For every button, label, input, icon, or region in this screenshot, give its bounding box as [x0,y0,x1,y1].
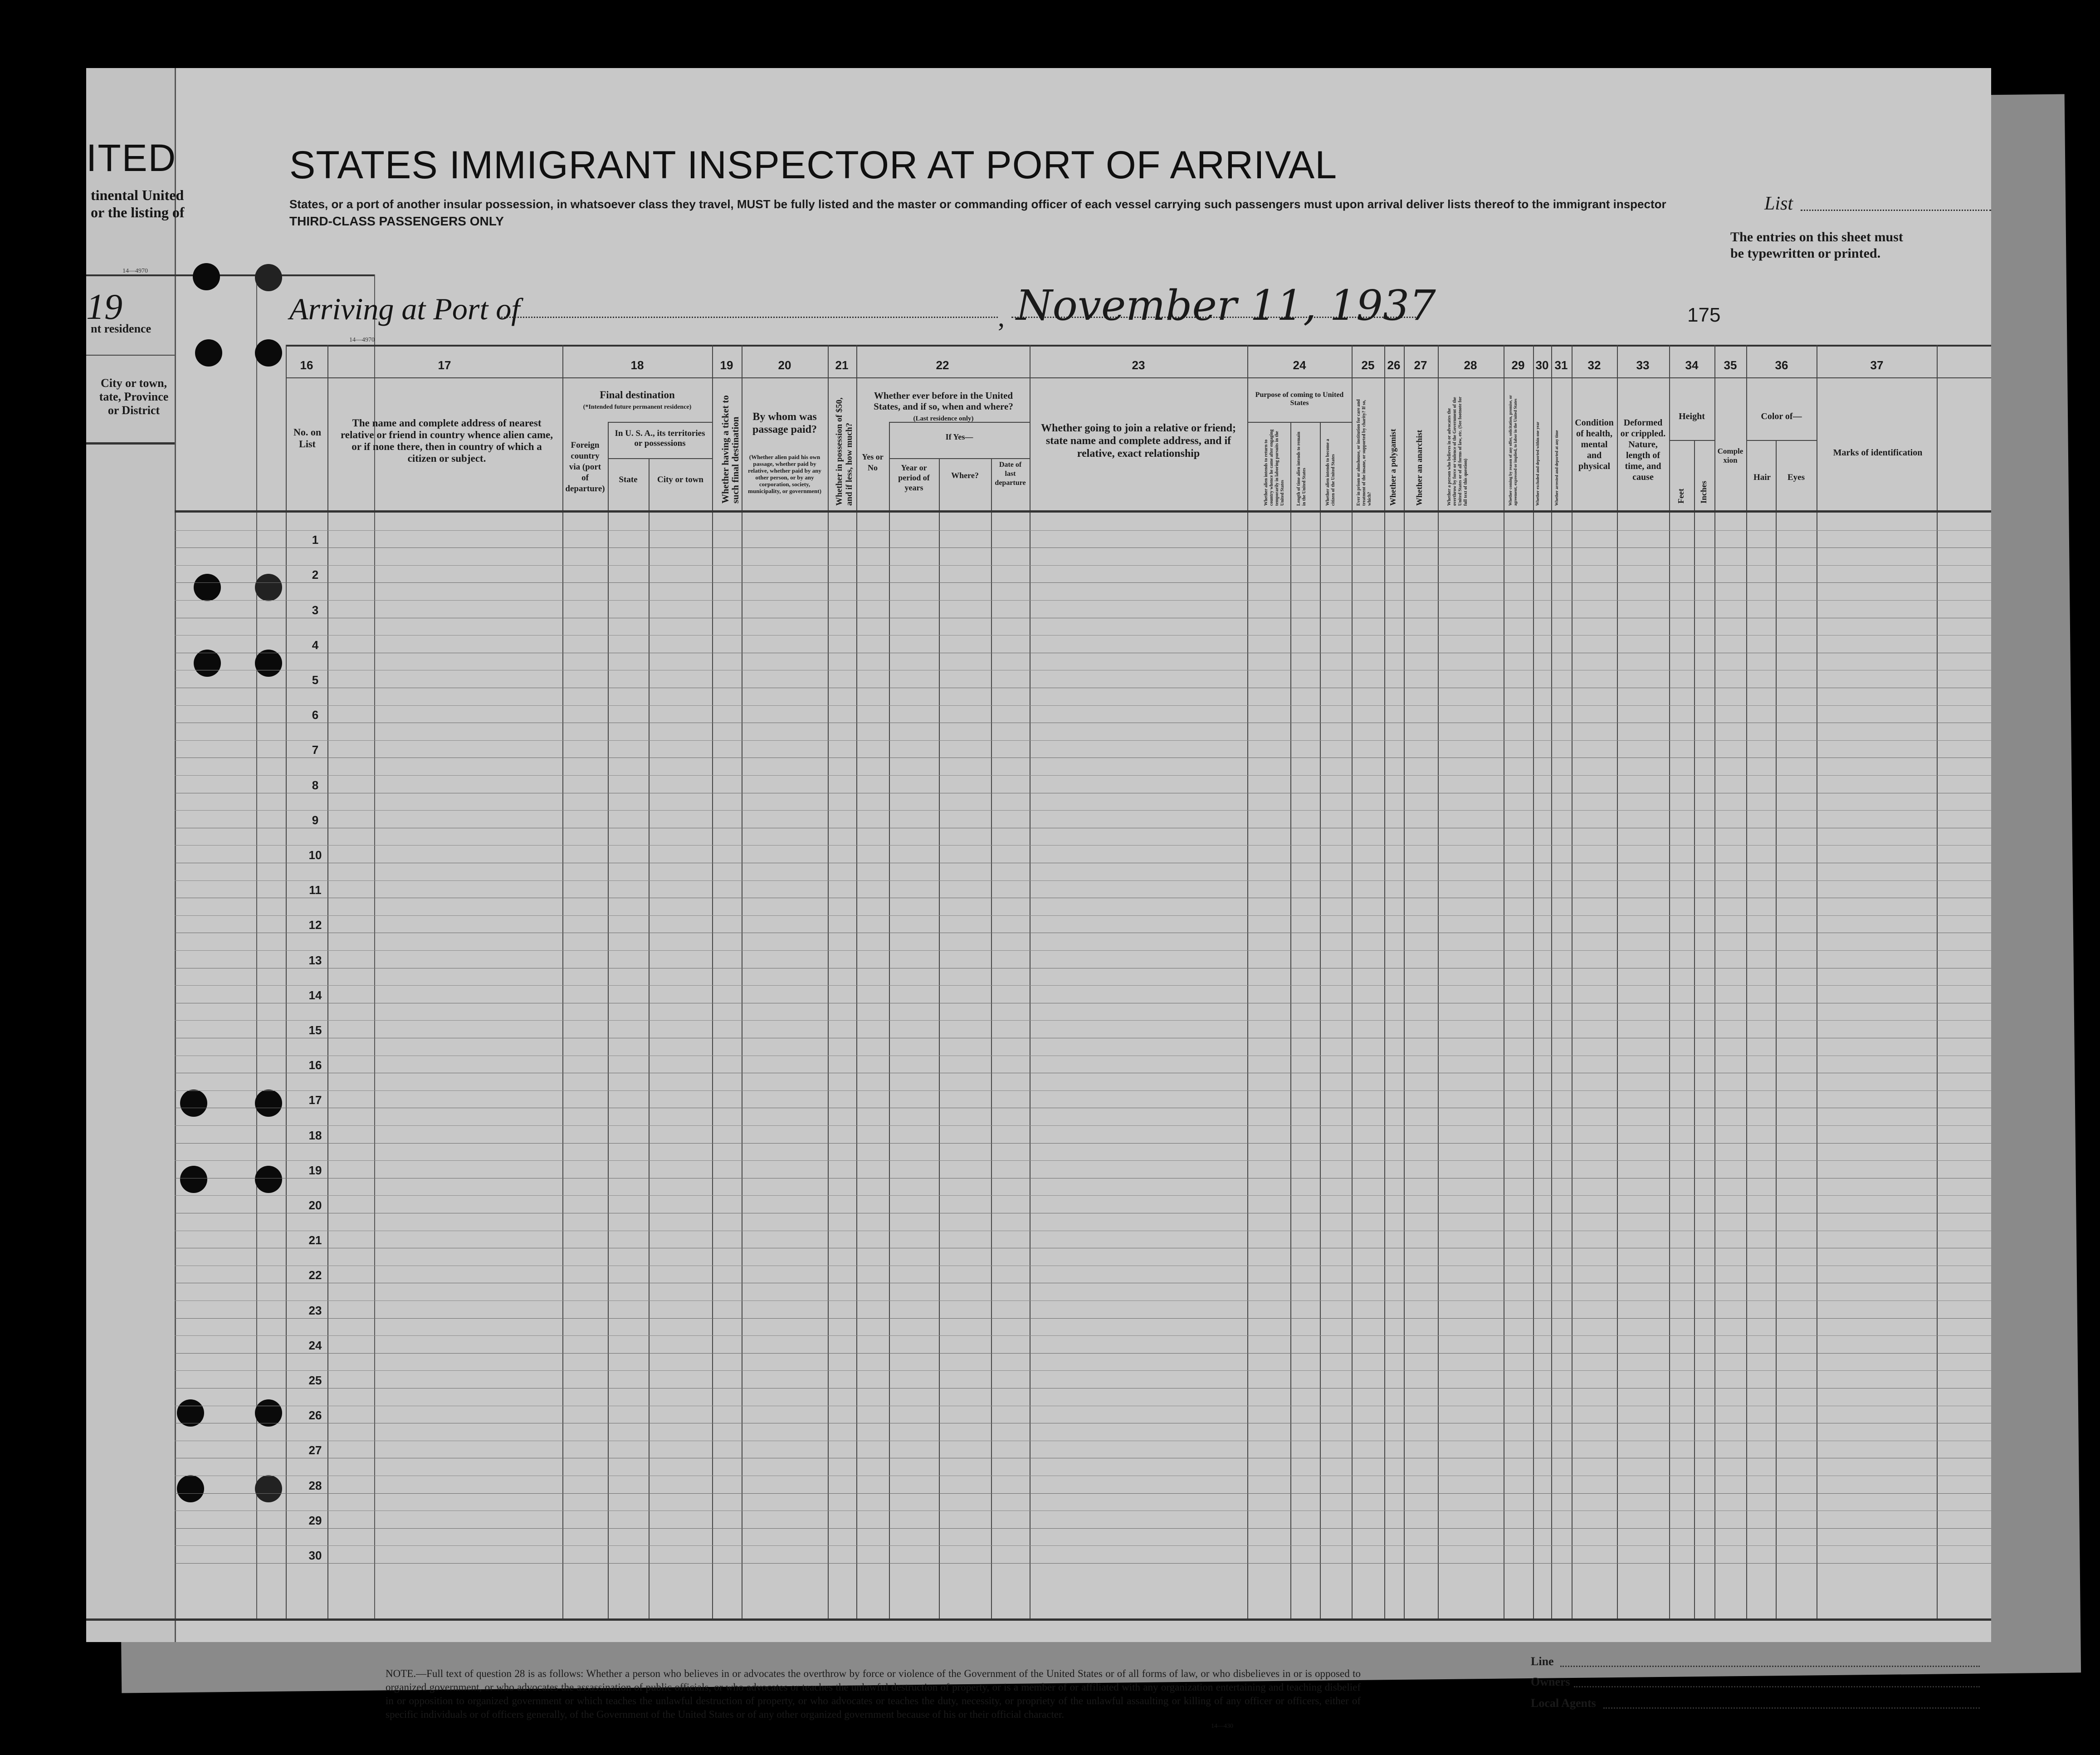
binding-hole [255,264,282,291]
list-blank-line [1801,210,1991,211]
binding-hole [193,263,220,290]
row-number: 24 [308,1338,322,1352]
column-number: 21 [835,358,849,372]
row-half-rule [175,880,1991,881]
col-22-last-departure: Date of last departure [995,461,1026,487]
col-22-yes-no: Yes or No [862,452,884,472]
grid-line [1776,440,1777,1618]
col-34-feet: Feet [1676,489,1685,504]
row-half-rule [175,530,1991,531]
col-18-state: State [619,475,638,484]
manifest-sheet [86,68,1991,1730]
column-number: 32 [1587,358,1601,372]
row-number: 4 [312,638,319,652]
row-number: 5 [312,673,319,687]
grid-line [1404,345,1405,1618]
col-22-if-yes: If Yes— [945,432,973,441]
left-col-heading: nt residence [91,322,151,335]
subheader-rule [608,422,712,423]
column-number: 24 [1293,358,1306,372]
left-subtitle-line: or the listing of [91,204,185,220]
col-17-header: The name and complete address of nearest relative or friend in country whence alien came, or if none there, then in country of which a citizen or subject. [340,417,553,464]
row-number: 19 [308,1163,322,1177]
col-18-subheader: (*Intended future permanent residence) [583,404,692,411]
row-number: 7 [312,743,319,757]
row-number: 20 [308,1198,322,1212]
column-number: 20 [778,358,791,372]
column-number: 34 [1685,358,1699,372]
left-col-subheading [95,376,172,417]
row-half-rule [175,1125,1991,1126]
column-number: 23 [1132,358,1145,372]
row-number: 15 [308,1023,322,1037]
row-half-rule [175,1160,1991,1161]
row-number: 9 [312,813,319,827]
row-half-rule [175,1195,1991,1196]
left-col-sub-line: City or town, [100,376,167,390]
column-number: 18 [630,358,644,372]
row-half-rule [175,740,1991,741]
row-half-rule [175,565,1991,566]
binding-hole [255,1090,282,1117]
local-agents-blank [1603,1707,1980,1709]
column-number: 25 [1361,358,1375,372]
col-21-header: Whether in possession of $50, and if less, how much? [835,397,854,506]
subheader-rule [608,458,712,459]
row-half-rule [175,635,1991,636]
row-half-rule [175,775,1991,776]
col-36-header: Color of— [1761,411,1802,421]
grid-line [1247,345,1248,1618]
subheader-rule [889,458,1030,459]
port-blank-line [499,317,998,318]
col-22-header: Whether ever before in the United States, and if so, when and where? [874,390,1013,412]
binding-hole [194,650,221,677]
column-number: 22 [936,358,949,372]
grid-line [1572,345,1573,1618]
row-rule [175,1353,1991,1354]
column-number: 35 [1724,358,1737,372]
col-22-where: Where? [951,471,979,480]
column-number: 19 [720,358,733,372]
row-rule [175,582,1991,583]
binding-hole [177,1475,204,1502]
entries-note-line: be typewritten or printed. [1730,246,1881,261]
row-half-rule [175,915,1991,916]
grid-line [1617,345,1618,1618]
grid-line [1551,345,1552,1618]
col-18-usa: In U. S. A., its territories or possessions [615,429,705,448]
grid-line [562,345,563,1618]
column-number: 16 [300,358,313,372]
col-22-subheader: (Last residence only) [913,415,974,422]
row-half-rule [175,1090,1991,1091]
row-half-rule [175,1545,1991,1546]
col-19-header: Whether having a ticket to such final destination [720,395,741,504]
subheader-rule [1247,422,1352,423]
row-half-rule [175,985,1991,986]
page-title: STATES IMMIGRANT INSPECTOR AT PORT OF ARRIVAL [289,143,1338,187]
row-half-rule [175,1335,1991,1336]
binding-hole [194,574,221,601]
binding-hole [180,1090,207,1117]
column-number-rule [286,377,1991,378]
owners-label: Owners [1531,1675,1570,1688]
column-number: 33 [1636,358,1650,372]
row-number: 3 [312,603,319,617]
column-number: 17 [438,358,451,372]
grid-line [828,345,829,1618]
col-34-inches: Inches [1699,480,1708,504]
left-form-code: 14—4970 [122,268,148,274]
row-half-rule [175,845,1991,846]
binding-hole [255,1475,282,1502]
row-rule [175,1143,1991,1144]
footer-form-code: 14—430 [1211,1723,1233,1730]
col-37-header: Marks of identification [1833,448,1923,458]
sheet-number: 175 [1687,304,1721,326]
column-number: 29 [1511,358,1525,372]
col-31-header: Whether arrested and deported at any time [1554,430,1559,506]
row-half-rule [175,600,1991,601]
left-title-fragment: ITED [86,137,177,179]
binding-hole [177,1399,204,1427]
row-number: 13 [308,953,322,967]
row-half-rule [175,810,1991,811]
row-rule [175,1493,1991,1494]
grid-line [1669,345,1670,1618]
row-half-rule [175,1300,1991,1301]
col-26-header: Whether a polygamist [1388,429,1397,506]
grid-line [712,345,713,1618]
row-number: 6 [312,708,319,722]
col-18-city: City or town [657,475,704,484]
col-35-header: Complexion [1717,447,1743,464]
row-number: 23 [308,1303,322,1317]
comma-separator: , [998,302,1005,332]
entries-note-line: The entries on this sheet must [1730,230,1903,244]
row-rule [175,1528,1991,1529]
left-col-sub-line: tate, Province [99,390,169,403]
col-34-header: Height [1679,411,1705,421]
column-number: 26 [1387,358,1401,372]
grid-line [991,458,992,1618]
col-28-header: Whether a person who believes in or advocates the overthrow by force or violence of the Government of the United States or of all forms of law, etc. (See footnote for full text of this question) [1447,396,1468,506]
header-top-rule [286,345,1991,347]
col-18-header: Final destination [600,389,675,401]
row-half-rule [175,1370,1991,1371]
row-number: 21 [308,1233,322,1247]
table-body-bottom-rule [86,1618,1991,1621]
column-number: 30 [1535,358,1549,372]
grid-line [1438,345,1439,1618]
form-code: 14—4970 [349,337,375,343]
table-body-top-rule [175,510,1991,513]
column-number: 27 [1414,358,1427,372]
row-number: 29 [308,1513,322,1527]
grid-line [1533,345,1534,1618]
row-number: 16 [308,1058,322,1072]
row-number: 22 [308,1268,322,1282]
binding-hole [195,339,222,367]
left-body-top-rule [86,442,175,445]
row-number: 1 [312,533,319,547]
row-rule [175,1563,1991,1564]
owners-blank [1574,1686,1980,1687]
row-number: 2 [312,568,319,582]
col-36-eyes: Eyes [1787,473,1805,482]
list-label: List [1764,193,1793,214]
grid-line [1352,345,1353,1618]
row-rule [175,1318,1991,1319]
binding-hole [255,1166,282,1193]
left-page-strip [86,68,185,1642]
col-29-header: Whether coming by reason of any offer, solicitation, promise, or agreement, expressed or implied, to labor in the United States [1508,395,1518,506]
passenger-class-label: THIRD-CLASS PASSENGERS ONLY [289,214,504,228]
col-23-header: Whether going to join a relative or friend; state name and complete address, and if relative, exact relationship [1041,422,1236,460]
row-number: 30 [308,1549,322,1562]
left-year-fragment: 19 [86,287,122,327]
binding-hole [255,574,282,601]
binding-hole [255,1399,282,1427]
row-number: 26 [308,1408,322,1423]
column-number: 31 [1554,358,1568,372]
left-header-rule [86,274,175,276]
handwritten-date: November 11, 1937 [1016,281,1436,330]
grid-line [939,458,940,1618]
binding-hole [255,650,282,677]
entries-note [1730,229,1903,262]
col-24-header: Purpose of coming to United States [1255,391,1344,407]
line-label: Line [1531,1655,1554,1668]
grid-line [1694,440,1695,1618]
col-20-header: By whom was passage paid? [752,411,817,435]
col-24-return: Whether alien intends to return to country whence he came after engaging temporarily in laboring pursuits in the United States [1264,429,1285,506]
column-number: 37 [1870,358,1884,372]
grid-line [1937,345,1938,1618]
col-24-citizen: Whether alien intends to become a citizen of the United States [1325,439,1336,506]
left-subtitle-line: tinental United [91,187,184,203]
row-number: 11 [309,883,322,897]
col-22-years: Year or period of years [898,463,930,492]
column-number: 36 [1775,358,1788,372]
row-half-rule [175,705,1991,706]
col-30-header: Whether excluded and deported within one year [1535,421,1540,506]
row-number: 18 [308,1128,322,1142]
row-half-rule [175,1020,1991,1021]
grid-line [649,458,650,1618]
grid-line [1384,345,1385,1618]
grid-line [1714,345,1715,1618]
grid-line [286,345,287,1618]
footnote-question-28: NOTE.—Full text of question 28 is as follows: Whether a person who believes in or advocates the overthrow by force or violence of the Government of the United States or of all forms of law, or who disbelieves in or is opposed to organized government, or who advocates the assassination of public officials, or who advocates or teaches the unlawful destruction of property, or is a member of or affiliated with any organization entertaining and teaching disbelief in or opposition to organized government or which teaches the unlawful destruction of property, or who advocates or teaches the duty, necessity, or propriety of the unlawful assaulting or killing of any officer or officers, either of specific individuals or of officers generally, of the Government of the United States or of any other organized government because of his or their official character. [386,1668,1361,1720]
row-number: 12 [308,918,322,932]
binding-hole [255,339,282,367]
col-33-header: Deformed or crippled. Nature, length of time, and cause [1620,418,1666,482]
col-27-header: Whether an anarchist [1415,430,1424,506]
row-number: 10 [308,848,322,862]
left-col-sub-line: or District [107,404,160,417]
col-25-header: Ever in prison or almshouse, or institution for care and treatment of the insane, or supported by charity? If so, which? [1356,399,1372,506]
grid-line [1746,345,1747,1618]
col-32-header: Condition of health, mental and physical [1575,418,1614,471]
row-number: 8 [312,778,319,792]
binding-hole [180,1166,207,1193]
row-number: 28 [308,1478,322,1492]
col-16-header: No. on List [293,426,322,450]
col-36-hair: Hair [1753,473,1771,482]
row-number: 14 [308,988,322,1002]
grid-line [856,345,857,1618]
local-agents-label: Local Agents [1531,1696,1596,1710]
instructions-line: States, or a port of another insular possession, in whatsoever class they travel, MUST be fully listed and the master or commanding officer of each vessel carrying such passengers must upon arrival deliver lists thereof to the immigrant inspector [289,197,1666,211]
line-blank [1560,1666,1980,1667]
row-number: 25 [308,1374,322,1387]
col-24-length: Length of time alien intends to remain in the United States [1296,431,1307,506]
arriving-port-label: Arriving at Port of [289,292,520,326]
subheader-rule [1669,440,1714,441]
left-sub-rule [86,355,175,356]
subheader-rule [1746,440,1817,441]
col-20-subheader: (Whether alien paid his own passage, whether paid by relative, whether paid by any other person, or by any corporation, society, municipality, or government) [748,454,821,494]
col-18-foreign-country: Foreign country via (port of departure) [565,440,605,494]
column-number: 28 [1464,358,1477,372]
row-number: 17 [308,1093,322,1107]
row-number: 27 [308,1443,322,1457]
row-half-rule [175,950,1991,951]
